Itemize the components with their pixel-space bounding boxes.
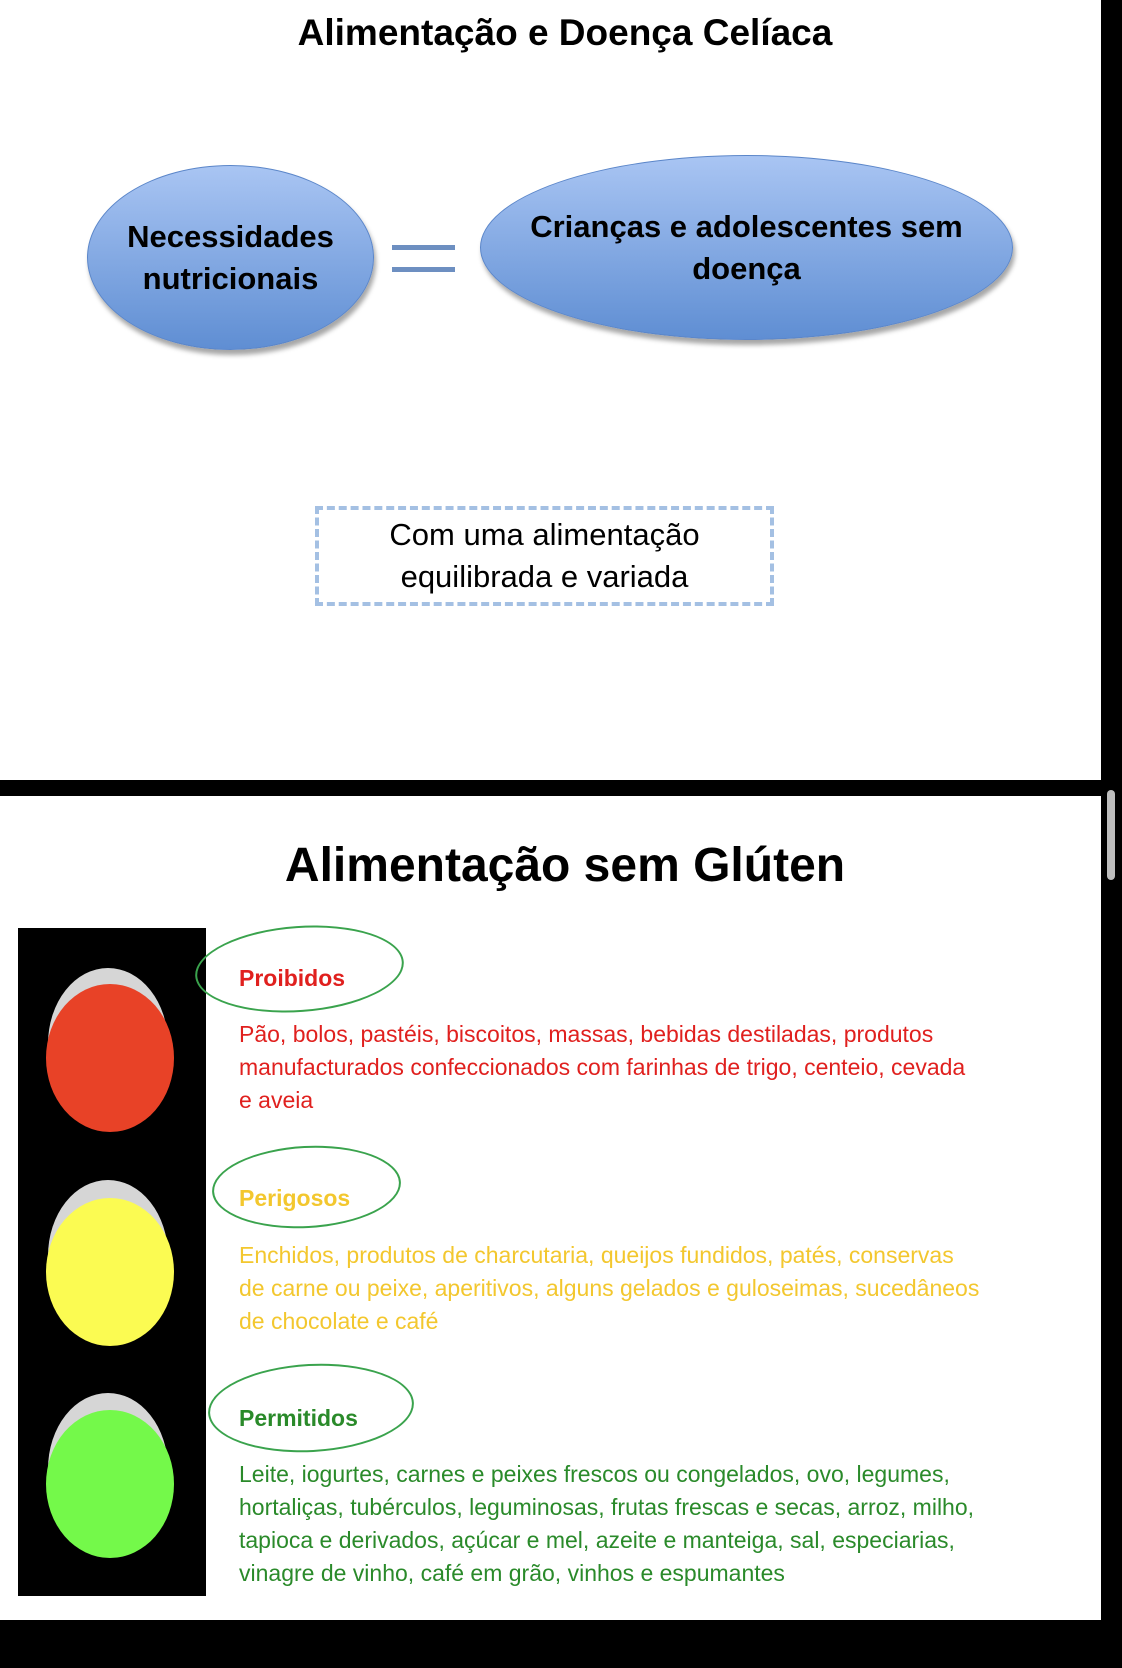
permitidos-text	[239, 1458, 1069, 1590]
proibidos-line: e aveia	[239, 1087, 314, 1113]
slide1-title: Alimentação e Doença Celíaca	[297, 12, 833, 53]
proibidos-label: Proibidos	[239, 965, 346, 991]
proibidos-line: Pão, bolos, pastéis, biscoitos, massas, bebidas destiladas, produtos	[239, 1021, 934, 1047]
perigosos-line: de chocolate e café	[239, 1308, 439, 1334]
yellow-lamp	[46, 1198, 174, 1346]
perigosos-text	[239, 1239, 1069, 1338]
nutritional-needs-ellipse	[87, 165, 374, 350]
left-ellipse-line1: Necessidades	[127, 218, 334, 254]
permitidos-line: vinagre de vinho, café em grão, vinhos e espumantes	[239, 1560, 785, 1586]
right-ellipse-line2: doença	[692, 250, 801, 286]
perigosos-label: Perigosos	[239, 1185, 351, 1211]
proibidos-text	[239, 1018, 1069, 1117]
slide-celiac-nutrition	[0, 0, 1101, 780]
slide2-title: Alimentação sem Glúten	[284, 839, 846, 892]
permitidos-line: tapioca e derivados, açúcar e mel, azeite e manteiga, sal, especiarias,	[239, 1527, 955, 1553]
children-without-disease-ellipse	[480, 155, 1013, 340]
red-lamp	[46, 984, 174, 1132]
left-ellipse-line2: nutricionais	[142, 260, 319, 296]
green-lamp	[46, 1410, 174, 1558]
equals-sign-top-bar	[392, 245, 455, 250]
permitidos-line: hortaliças, tubérculos, leguminosas, frutas frescas e secas, arroz, milho,	[239, 1494, 975, 1520]
equals-sign-bottom-bar	[392, 267, 455, 272]
note-line1: Com uma alimentação	[389, 517, 700, 552]
permitidos-line: Leite, iogurtes, carnes e peixes frescos ou congelados, ovo, legumes,	[239, 1461, 950, 1487]
slide-gluten-free-diet	[0, 796, 1101, 1620]
perigosos-line: Enchidos, produtos de charcutaria, queijos fundidos, patés, conservas	[239, 1242, 954, 1268]
balanced-diet-note	[315, 506, 774, 606]
perigosos-line: de carne ou peixe, aperitivos, alguns gelados e guloseimas, sucedâneos	[239, 1275, 980, 1301]
permitidos-label: Permitidos	[239, 1405, 358, 1431]
proibidos-line: manufacturados confeccionados com farinhas de trigo, centeio, cevada	[239, 1054, 966, 1080]
right-ellipse-line1: Crianças e adolescentes sem	[530, 208, 963, 244]
note-line2: equilibrada e variada	[400, 559, 689, 594]
traffic-light-icon	[18, 928, 206, 1596]
